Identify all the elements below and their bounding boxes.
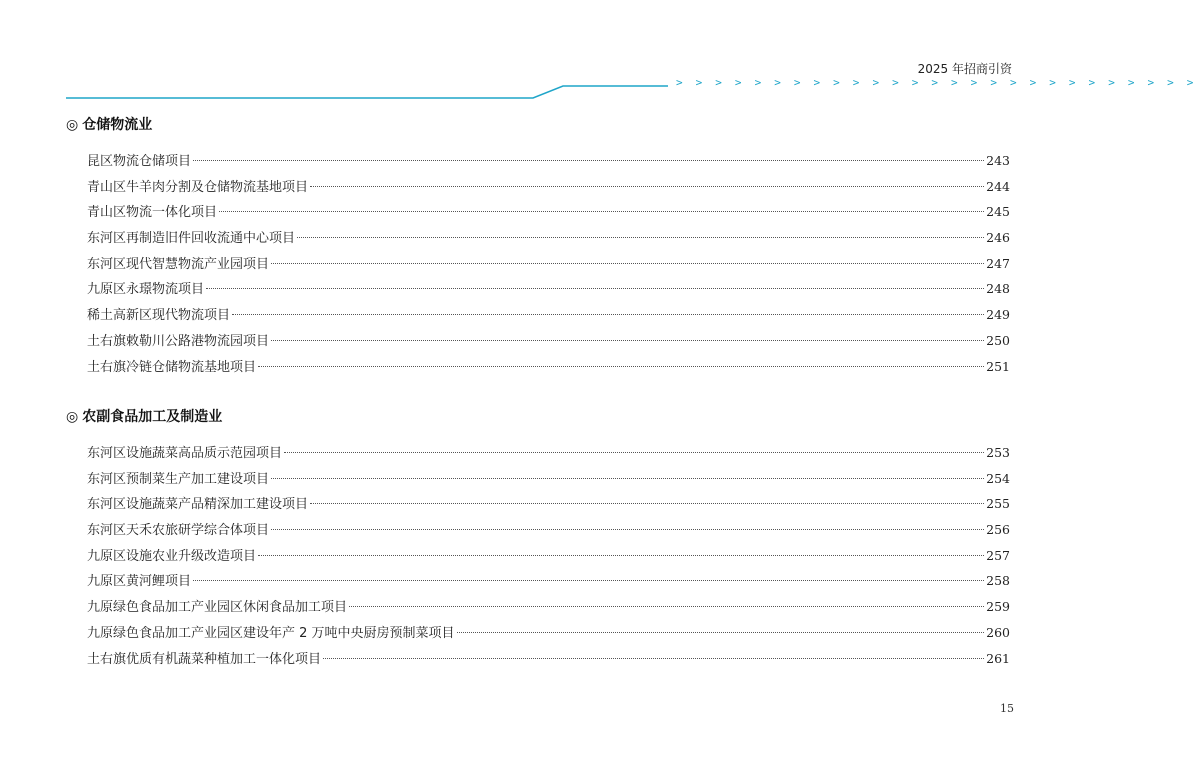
section-warehousing-logistics [66, 114, 1016, 379]
toc-entry-label: 九原绿色食品加工产业园区休闲食品加工项目 [87, 600, 348, 616]
section-mark-icon: ◎ [66, 117, 79, 133]
toc-entry[interactable] [87, 251, 1010, 277]
dot-leader [232, 314, 984, 315]
toc-entry-label: 九原绿色食品加工产业园区建设年产 2 万吨中央厨房预制菜项目 [87, 625, 455, 641]
toc-entry-page: 253 [986, 445, 1010, 460]
dot-leader [258, 366, 984, 367]
toc-entry[interactable] [87, 302, 1010, 328]
toc-entry[interactable] [87, 568, 1010, 594]
toc-entry-page: 249 [986, 307, 1010, 323]
toc-entry-page: 245 [986, 204, 1010, 220]
toc-entry-label: 九原区永璟物流项目 [87, 282, 205, 298]
toc-entry-label: 东河区预制菜生产加工建设项目 [87, 471, 270, 487]
toc-entry-page: 244 [986, 178, 1010, 194]
toc-entry[interactable] [87, 199, 1010, 225]
toc-entry-label: 青山区牛羊肉分割及仓储物流基地项目 [87, 179, 309, 195]
dot-leader [193, 160, 984, 161]
dot-leader [297, 237, 984, 238]
toc-entry-page: 261 [986, 650, 1010, 666]
toc-entry[interactable] [87, 517, 1010, 543]
toc-entry-page: 250 [986, 332, 1010, 348]
toc-entry[interactable] [87, 354, 1010, 380]
toc-entry-label: 九原区设施农业升级改造项目 [87, 548, 257, 564]
toc-entry-page: 251 [986, 358, 1010, 374]
toc-entry[interactable] [87, 328, 1010, 354]
dot-leader [310, 503, 984, 504]
toc-entry-label: 土右旗冷链仓储物流基地项目 [87, 359, 257, 375]
toc-entry-page: 246 [986, 230, 1010, 246]
dot-leader [271, 340, 984, 341]
toc-entry-label: 土右旗敕勒川公路港物流园项目 [87, 333, 270, 349]
toc-entry[interactable] [87, 148, 1010, 174]
dot-leader [457, 632, 985, 633]
section-agri-food-processing [66, 406, 1016, 671]
toc-entry-page: 248 [986, 281, 1010, 297]
dot-leader [271, 478, 984, 479]
page-number: 15 [1000, 702, 1014, 715]
toc-entry-label: 东河区现代智慧物流产业园项目 [87, 256, 270, 272]
section-title [66, 406, 1016, 428]
dot-leader [219, 211, 984, 212]
dot-leader [284, 452, 984, 453]
dot-leader [349, 606, 984, 607]
toc-entry[interactable] [87, 440, 1010, 466]
toc-entry-label: 土右旗优质有机蔬菜种植加工一体化项目 [87, 651, 322, 667]
toc-entry-label: 九原区黄河鲤项目 [87, 574, 192, 590]
dot-leader [310, 186, 984, 187]
toc-entry[interactable] [87, 646, 1010, 672]
toc-entry-page: 259 [986, 599, 1010, 615]
section-mark-icon: ◎ [66, 409, 79, 425]
toc-entry-page: 258 [986, 573, 1010, 589]
toc-entry-page: 255 [986, 496, 1010, 512]
header-title: 2025 年招商引资 [917, 62, 1012, 76]
toc-entry-label: 东河区再制造旧件回收流通中心项目 [87, 231, 296, 247]
toc-entry-page: 243 [986, 153, 1010, 168]
toc-entry-label: 东河区设施蔬菜高品质示范园项目 [87, 446, 283, 461]
toc-entry-list [66, 148, 1016, 379]
toc-entry[interactable] [87, 276, 1010, 302]
dot-leader [323, 658, 984, 659]
dot-leader [258, 555, 984, 556]
toc-entry-page: 247 [986, 255, 1010, 271]
dot-leader [206, 288, 984, 289]
toc-entry[interactable] [87, 543, 1010, 569]
toc-entry-page: 260 [986, 624, 1010, 640]
toc-entry[interactable] [87, 620, 1010, 646]
toc-entry-list [66, 440, 1016, 671]
toc-entry[interactable] [87, 174, 1010, 200]
toc-entry-label: 东河区天禾农旅研学综合体项目 [87, 523, 270, 539]
section-title [66, 114, 1016, 136]
toc-entry-label: 稀土高新区现代物流项目 [87, 308, 231, 324]
dot-leader [271, 263, 984, 264]
toc-entry-page: 254 [986, 470, 1010, 486]
toc-entry-label: 昆区物流仓储项目 [87, 154, 192, 169]
toc-entry-label: 青山区物流一体化项目 [87, 205, 218, 221]
toc-entry[interactable] [87, 594, 1010, 620]
header-arrows-decoration: > > > > > > > > > > > > > > > > > > > > > > > > > > > [676, 76, 1197, 89]
dot-leader [271, 529, 984, 530]
dot-leader [193, 580, 984, 581]
toc-entry-page: 257 [986, 547, 1010, 563]
toc-entry[interactable] [87, 491, 1010, 517]
section-title-text: 农副食品加工及制造业 [82, 409, 223, 425]
toc-entry-label: 东河区设施蔬菜产品精深加工建设项目 [87, 497, 309, 513]
toc-entry[interactable] [87, 225, 1010, 251]
header-rule [0, 0, 1080, 110]
section-title-text: 仓储物流业 [82, 117, 153, 133]
toc-entry-page: 256 [986, 522, 1010, 538]
toc-entry[interactable] [87, 466, 1010, 492]
